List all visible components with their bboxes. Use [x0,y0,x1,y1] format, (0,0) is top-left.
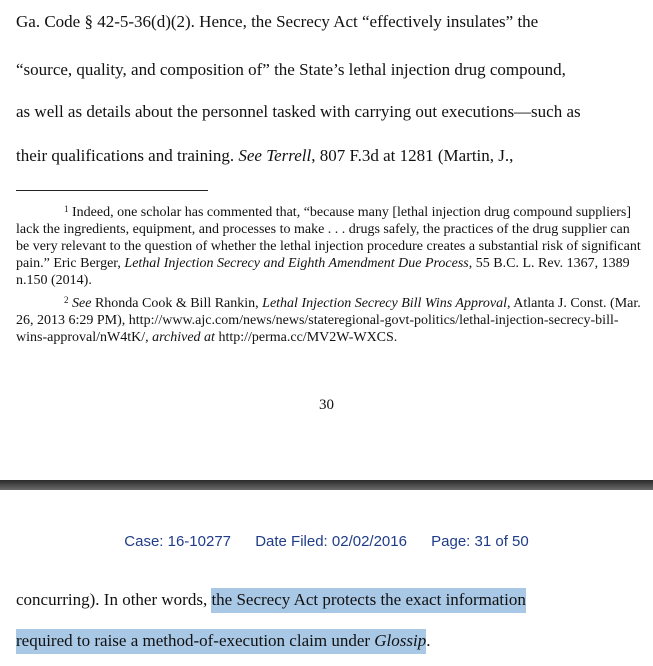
line6-end: . [426,631,431,650]
page-count: Page: 31 of 50 [431,533,529,550]
footnote-2-title: Lethal Injection Secrecy Bill Wins Approval [262,296,507,311]
glossip-italic: Glossip [374,631,427,650]
footnote-1-marker: 1 [64,204,69,214]
footnote-2-see: See [72,296,92,311]
line6-text: required to raise a method-of-execution claim under [16,631,375,650]
footnote-2 [16,292,644,346]
footnote-2-text-b: , Atlanta J. Const. (Mar. 26, 2013 6:29 PM), http://www.ajc.com/news/news/stateregional-govt-politics/lethal-injection-secrecy-bill-wins-approval/nW4tK/, [16,296,641,345]
highlighted-text-1: the Secrecy Act protects the exact information [211,588,525,613]
footnote-2-marker: 2 [64,295,69,305]
page-number: 30 [319,397,334,413]
footnote-2-archived: archived at [152,330,215,345]
ecf-header [0,533,653,550]
body-line-2: “source, quality, and composition of” the State’s lethal injection drug compound, [16,60,566,79]
footnote-rule [16,190,208,191]
footnote-2-text-c: http://perma.cc/MV2W-WXCS. [214,330,398,345]
see-terrell: See Terrell [238,146,312,165]
page-divider [0,480,653,490]
body-line-4 [16,146,513,166]
body-line-6 [16,631,431,651]
date-filed: Date Filed: 02/02/2016 [255,533,407,550]
footnote-1-cite: , 55 B.C. L. Rev. 1367, 1389 n.150 (2014). [16,256,630,288]
body-line-3: as well as details about the personnel tasked with carrying out executions—such as [16,102,581,121]
body-line-5 [16,590,526,610]
line4-post: , 807 F.3d at 1281 (Martin, J., [311,146,514,165]
footnote-2-text-a: Rhonda Cook & Bill Rankin, [91,296,263,311]
highlighted-text-2 [16,629,426,654]
line4-pre: their qualifications and training. [16,146,239,165]
case-number: Case: 16-10277 [124,533,232,550]
body-line-1: Ga. Code § 42-5-36(d)(2). Hence, the Secrecy Act “effectively insulates” the [16,12,539,31]
footnote-1-title: Lethal Injection Secrecy and Eighth Amendment Due Process [124,256,469,271]
line5-pre: concurring). In other words, [16,590,212,609]
footnote-1-text: Indeed, one scholar has commented that, “because many [lethal injection drug compound suppliers] lack the ingredients, equipment, and processes to make . . . drugs safely, the practices of the drug supplier can be very relevant to the question of whether the lethal injection procedure creates a substantial risk of significant pain.” Eric Berger, [16,205,641,271]
footnote-1 [16,201,644,289]
